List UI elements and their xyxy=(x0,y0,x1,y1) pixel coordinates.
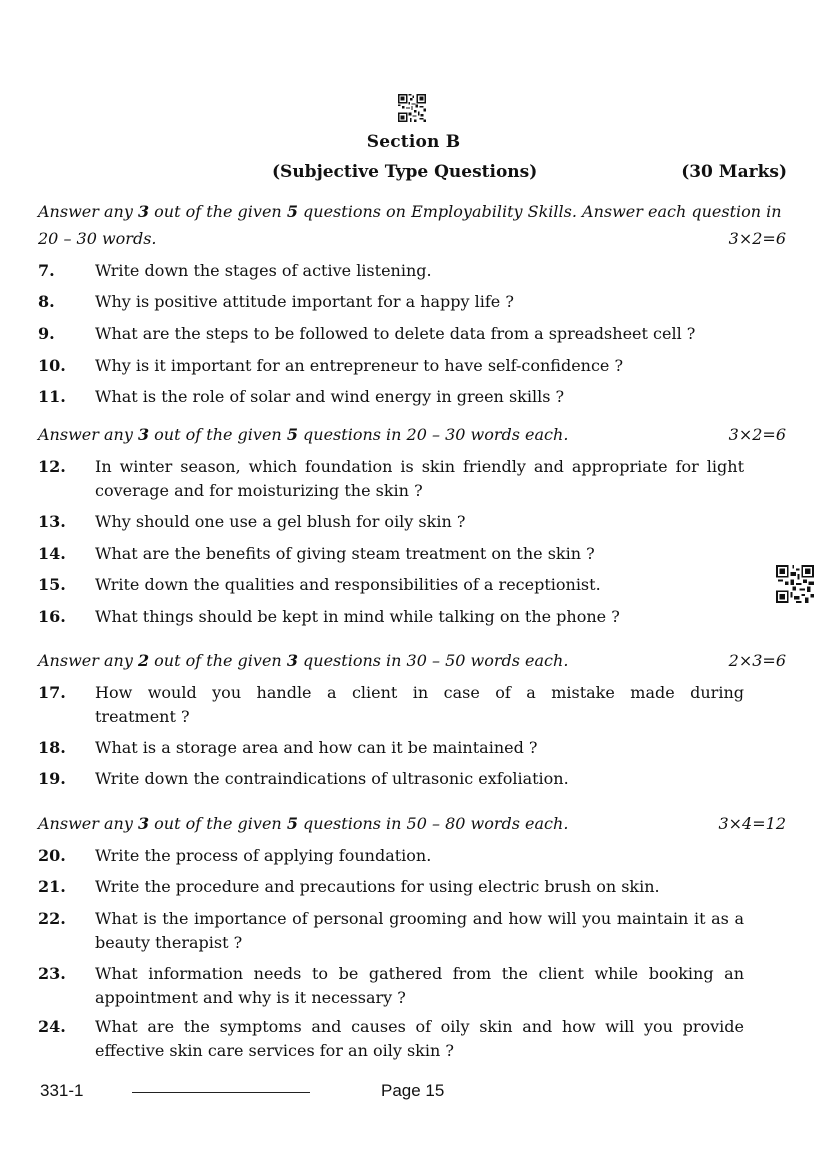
question-text: What is the importance of personal grooming and how will you maintain it as a beauty therapist ? xyxy=(95,909,744,952)
question-item xyxy=(38,385,744,409)
page-number: Page 15 xyxy=(381,1081,445,1100)
question-number: 19. xyxy=(38,769,66,788)
paper-code: 331-1 xyxy=(40,1081,84,1100)
question-text: Why is positive attitude important for a happy life ? xyxy=(95,292,514,311)
question-number: 17. xyxy=(38,683,66,702)
question-text: In winter season, which foundation is skin friendly and appropriate for light coverage and for moisturizing the skin ? xyxy=(95,457,744,500)
question-text: Write down the contraindications of ultrasonic exfoliation. xyxy=(95,769,569,788)
question-item xyxy=(38,573,744,597)
question-text: What things should be kept in mind while talking on the phone ? xyxy=(95,607,620,626)
instruction-count: 2 xyxy=(137,651,150,670)
section-total-marks: (30 Marks) xyxy=(681,162,787,182)
question-item xyxy=(38,542,744,566)
question-item xyxy=(38,290,744,314)
question-item xyxy=(38,455,744,503)
section-title: Section B xyxy=(366,132,461,152)
question-text: Write down the stages of active listening. xyxy=(95,261,432,280)
group-marks: 3×4=12 xyxy=(718,814,786,833)
question-text: Write down the qualities and responsibilities of a receptionist. xyxy=(95,575,601,594)
question-text: Write the procedure and precautions for using electric brush on skin. xyxy=(95,877,660,896)
question-number: 14. xyxy=(38,544,66,563)
group-instruction xyxy=(38,421,786,448)
question-number: 22. xyxy=(38,909,66,928)
group-instruction xyxy=(38,810,786,837)
question-item xyxy=(38,736,744,760)
footer-divider xyxy=(132,1092,310,1093)
instruction-text: Answer any 2 out of the given 3 questions in 30 – 50 words each. xyxy=(38,651,569,670)
question-text xyxy=(95,681,744,729)
question-text: What information needs to be gathered from the client while booking an appointment and why is it necessary ? xyxy=(95,964,744,1007)
question-item xyxy=(38,962,744,1010)
question-item xyxy=(38,767,744,791)
question-text: What are the benefits of giving steam treatment on the skin ? xyxy=(95,544,595,563)
question-number: 20. xyxy=(38,846,66,865)
instruction-count: 3 xyxy=(137,814,150,833)
question-item xyxy=(38,510,744,534)
question-number: 9. xyxy=(38,324,55,343)
question-item xyxy=(38,875,744,899)
question-item xyxy=(38,259,744,283)
instruction-text: Answer any 3 out of the given 5 questions on Employability Skills. Answer each question in 20 – 30 words. xyxy=(38,202,782,248)
instruction-total: 3 xyxy=(286,651,298,670)
question-text: What are the symptoms and causes of oily skin and how will you provide effective skin care services for an oily skin ? xyxy=(95,1017,744,1060)
qr-code-icon xyxy=(776,565,814,603)
group-instruction xyxy=(38,647,786,674)
question-item xyxy=(38,681,744,729)
question-item xyxy=(38,907,744,955)
question-number: 18. xyxy=(38,738,66,757)
question-number: 12. xyxy=(38,457,66,476)
question-number: 24. xyxy=(38,1017,66,1036)
question-number: 15. xyxy=(38,575,66,594)
question-text: Write the process of applying foundation. xyxy=(95,846,432,865)
instruction-text: Answer any 3 out of the given 5 questions in 50 – 80 words each. xyxy=(38,814,569,833)
question-text: What is a storage area and how can it be maintained ? xyxy=(95,738,538,757)
question-number: 23. xyxy=(38,964,66,983)
question-text: What are the steps to be followed to delete data from a spreadsheet cell ? xyxy=(95,324,696,343)
group-instruction xyxy=(38,198,786,252)
question-item xyxy=(38,1015,744,1063)
question-number: 16. xyxy=(38,607,66,626)
question-text-line: How would you handle a client in case of a mistake made during xyxy=(95,683,744,702)
instruction-total: 5 xyxy=(286,202,298,221)
question-item xyxy=(38,354,744,378)
instruction-count: 3 xyxy=(137,425,150,444)
question-item xyxy=(38,844,744,868)
section-subtitle: (Subjective Type Questions) xyxy=(272,162,538,182)
instruction-total: 5 xyxy=(286,814,298,833)
instruction-count: 3 xyxy=(137,202,150,221)
question-number: 21. xyxy=(38,877,66,896)
question-text: Why should one use a gel blush for oily skin ? xyxy=(95,512,466,531)
question-number: 11. xyxy=(38,387,66,406)
group-marks: 3×2=6 xyxy=(728,425,786,444)
instruction-text: Answer any 3 out of the given 5 questions in 20 – 30 words each. xyxy=(38,425,569,444)
question-text: What is the role of solar and wind energy in green skills ? xyxy=(95,387,565,406)
question-number: 7. xyxy=(38,261,55,280)
question-text-line: treatment ? xyxy=(95,707,190,726)
question-number: 8. xyxy=(38,292,55,311)
question-text: Why is it important for an entrepreneur to have self-confidence ? xyxy=(95,356,624,375)
question-item xyxy=(38,605,744,629)
question-item xyxy=(38,322,744,346)
group-marks: 3×2=6 xyxy=(728,229,786,248)
group-marks: 2×3=6 xyxy=(728,651,786,670)
instruction-total: 5 xyxy=(286,425,298,444)
qr-code-icon xyxy=(398,94,426,122)
question-number: 10. xyxy=(38,356,66,375)
question-number: 13. xyxy=(38,512,66,531)
